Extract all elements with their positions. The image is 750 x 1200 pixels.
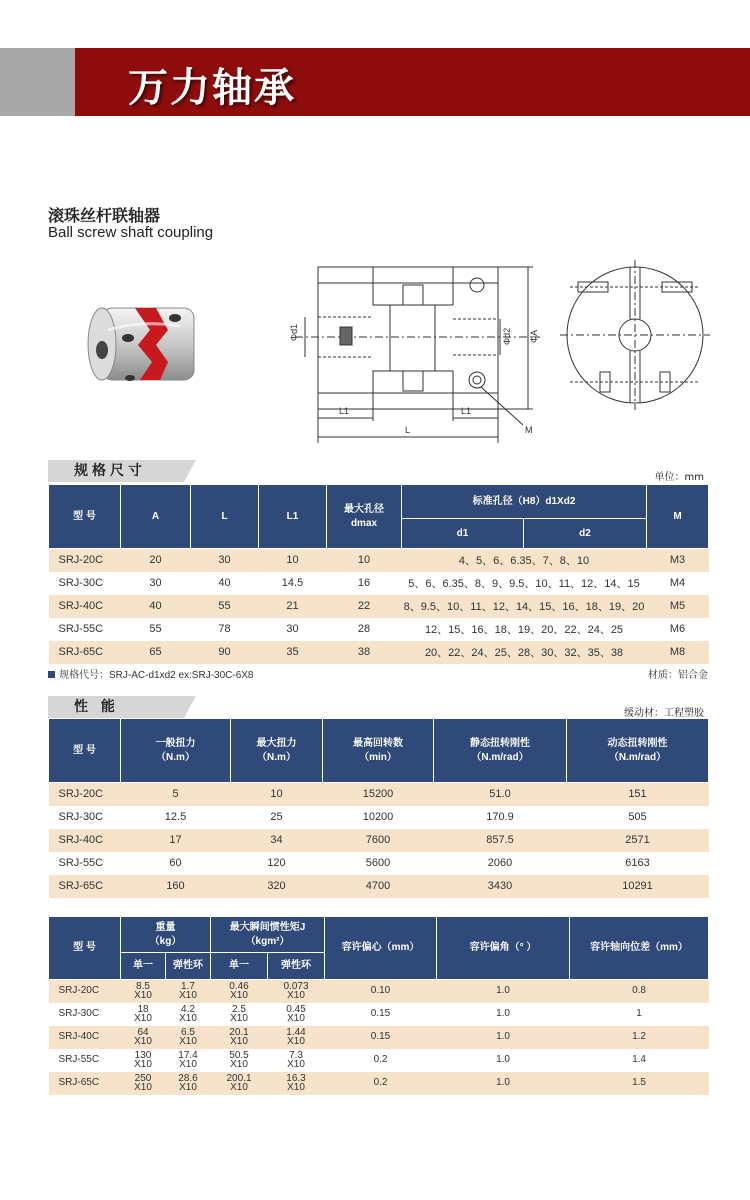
specs-header-bore: 标准孔径（H8）d1Xd2 bbox=[402, 485, 647, 519]
cell-inertia-single bbox=[211, 1072, 268, 1095]
exponent: X10 bbox=[230, 1059, 248, 1070]
cell-model: SRJ-30C bbox=[49, 572, 121, 595]
dynamic-unit: （N.m/rad） bbox=[608, 751, 667, 763]
perf-header-rpm bbox=[323, 719, 434, 783]
cell-inertia-single bbox=[211, 1026, 268, 1049]
cell-max-torque: 34 bbox=[231, 829, 323, 852]
cell-a: 30 bbox=[121, 572, 191, 595]
specs-section-header bbox=[48, 460, 708, 482]
specs-header-l1: L1 bbox=[259, 485, 327, 549]
end-view-drawing bbox=[560, 260, 710, 410]
table-row bbox=[49, 1003, 709, 1026]
performance-section-header bbox=[48, 696, 708, 718]
value: 1.44 bbox=[286, 1027, 306, 1038]
performance-note: 缓动材：工程塑胶 bbox=[624, 708, 704, 719]
value: 20.1 bbox=[229, 1027, 249, 1038]
static-cn: 静态扭转刚性 bbox=[470, 737, 530, 749]
torque-unit: （N.m） bbox=[156, 751, 195, 763]
weight-cn: 重量 bbox=[155, 921, 176, 933]
value: 50.5 bbox=[229, 1050, 249, 1061]
weight-unit: （kg） bbox=[149, 935, 182, 947]
value: 16.3 bbox=[286, 1073, 306, 1084]
exponent: X10 bbox=[230, 1036, 248, 1047]
table-row bbox=[49, 1026, 709, 1049]
cell-l: 90 bbox=[191, 641, 259, 664]
dim-l1-left-label: L1 bbox=[339, 406, 350, 416]
dim-a-label: ΦA bbox=[529, 329, 539, 343]
cell-dynamic: 2571 bbox=[567, 829, 709, 852]
table-row bbox=[49, 595, 709, 618]
cell-model: SRJ-55C bbox=[49, 618, 121, 641]
cell-axial: 1.2 bbox=[570, 1026, 709, 1049]
exponent: X10 bbox=[134, 1082, 152, 1093]
cell-l: 55 bbox=[191, 595, 259, 618]
bullet-square bbox=[48, 671, 55, 678]
footnote-text: 规格代号：SRJ-AC-d1xd2 ex:SRJ-30C-6X8 bbox=[59, 670, 254, 681]
exponent: X10 bbox=[287, 1082, 305, 1093]
value: 0.073 bbox=[283, 981, 309, 993]
cell-max-torque: 120 bbox=[231, 852, 323, 875]
cell-angle: 1.0 bbox=[437, 980, 570, 1003]
cell-m: M5 bbox=[647, 595, 709, 618]
table-row bbox=[49, 618, 709, 641]
value: 200.1 bbox=[226, 1073, 252, 1084]
value: 17.4 bbox=[178, 1050, 198, 1061]
table-row bbox=[49, 572, 709, 595]
wt-header-axial: 容许轴向位差（mm） bbox=[570, 917, 709, 980]
cell-l1: 14.5 bbox=[259, 572, 327, 595]
value: 28.6 bbox=[178, 1073, 198, 1084]
cell-torque: 5 bbox=[121, 783, 231, 806]
cell-weight-elastic bbox=[166, 1049, 211, 1072]
cell-weight-elastic bbox=[166, 1003, 211, 1026]
value: 1.7 bbox=[181, 981, 195, 993]
material-note: 材质：铝合金 bbox=[648, 670, 708, 681]
cell-m: M4 bbox=[647, 572, 709, 595]
cell-m: M6 bbox=[647, 618, 709, 641]
cell-bores: 4、5、6、6.35、7、8、10 bbox=[402, 549, 647, 572]
cell-torque: 160 bbox=[121, 875, 231, 898]
inertia-unit: （kgm²） bbox=[245, 935, 290, 947]
cell-l1: 10 bbox=[259, 549, 327, 572]
value: 18 bbox=[137, 1004, 149, 1015]
value: 6.5 bbox=[181, 1027, 195, 1038]
product-title-cn: 滚珠丝杆联轴器 bbox=[48, 206, 161, 225]
cell-l1: 35 bbox=[259, 641, 327, 664]
cell-axial: 1 bbox=[570, 1003, 709, 1026]
exponent: X10 bbox=[230, 1082, 248, 1093]
cell-l: 30 bbox=[191, 549, 259, 572]
specs-header-d1: d1 bbox=[402, 519, 524, 549]
side-view-drawing bbox=[285, 255, 550, 450]
cell-eccentric: 0.2 bbox=[325, 1049, 437, 1072]
cell-model: SRJ-40C bbox=[49, 829, 121, 852]
cell-weight-elastic bbox=[166, 980, 211, 1003]
wt-header-inertia bbox=[211, 917, 325, 953]
cell-model: SRJ-55C bbox=[49, 1049, 121, 1072]
cell-eccentric: 0.10 bbox=[325, 980, 437, 1003]
cell-max-torque: 10 bbox=[231, 783, 323, 806]
cell-angle: 1.0 bbox=[437, 1072, 570, 1095]
value: 7.3 bbox=[289, 1050, 303, 1061]
dynamic-cn: 动态扭转刚性 bbox=[607, 737, 668, 749]
cell-inertia-elastic bbox=[268, 980, 325, 1003]
exponent: X10 bbox=[230, 990, 248, 1002]
specs-heading: 规格尺寸 bbox=[48, 460, 184, 482]
cell-model: SRJ-40C bbox=[49, 1026, 121, 1049]
exponent: X10 bbox=[179, 1036, 197, 1047]
cell-weight-single bbox=[121, 1049, 166, 1072]
perf-header-max-torque bbox=[231, 719, 323, 783]
cell-l1: 21 bbox=[259, 595, 327, 618]
cell-static: 51.0 bbox=[434, 783, 567, 806]
table-row bbox=[49, 829, 709, 852]
value: 0.46 bbox=[229, 981, 249, 993]
specs-header-dmax bbox=[327, 485, 402, 549]
table-row bbox=[49, 1049, 709, 1072]
coupling-photo bbox=[80, 290, 210, 410]
specs-header-l: L bbox=[191, 485, 259, 549]
cell-axial: 0.8 bbox=[570, 980, 709, 1003]
dmax-cn: 最大孔径 bbox=[344, 503, 384, 515]
brand-title: 万力轴承 bbox=[128, 65, 296, 111]
exponent: X10 bbox=[134, 1059, 152, 1070]
cell-weight-single bbox=[121, 1026, 166, 1049]
cell-torque: 12.5 bbox=[121, 806, 231, 829]
cell-bores: 20、22、24、25、28、30、32、35、38 bbox=[402, 641, 647, 664]
value: 8.5 bbox=[136, 981, 150, 993]
cell-model: SRJ-20C bbox=[49, 980, 121, 1003]
cell-weight-single bbox=[121, 1072, 166, 1095]
cell-model: SRJ-55C bbox=[49, 852, 121, 875]
exponent: X10 bbox=[287, 990, 305, 1002]
perf-header-dynamic bbox=[567, 719, 709, 783]
cell-a: 40 bbox=[121, 595, 191, 618]
value: 4.2 bbox=[181, 1004, 195, 1015]
value: 130 bbox=[134, 1050, 152, 1061]
cell-inertia-single bbox=[211, 980, 268, 1003]
cell-inertia-elastic bbox=[268, 1072, 325, 1095]
cell-axial: 1.5 bbox=[570, 1072, 709, 1095]
cell-dmax: 22 bbox=[327, 595, 402, 618]
exponent: X10 bbox=[134, 1013, 152, 1024]
max-torque-unit: （N.m） bbox=[257, 751, 296, 763]
rpm-unit: （min） bbox=[359, 751, 397, 763]
cell-dynamic: 151 bbox=[567, 783, 709, 806]
cell-static: 170.9 bbox=[434, 806, 567, 829]
cell-weight-single bbox=[121, 980, 166, 1003]
cell-dynamic: 6163 bbox=[567, 852, 709, 875]
performance-table bbox=[48, 718, 709, 898]
dim-m-label: M bbox=[525, 425, 533, 435]
cell-model: SRJ-40C bbox=[49, 595, 121, 618]
exponent: X10 bbox=[287, 1059, 305, 1070]
header-grey-block bbox=[0, 48, 75, 116]
cell-inertia-elastic bbox=[268, 1026, 325, 1049]
table-row bbox=[49, 549, 709, 572]
specs-header-a: A bbox=[121, 485, 191, 549]
perf-header-static bbox=[434, 719, 567, 783]
header-banner bbox=[0, 48, 750, 116]
performance-heading: 性 能 bbox=[48, 696, 184, 718]
cell-rpm: 4700 bbox=[323, 875, 434, 898]
wt-header-eccentric: 容许偏心（mm） bbox=[325, 917, 437, 980]
table-row bbox=[49, 1072, 709, 1095]
cell-rpm: 7600 bbox=[323, 829, 434, 852]
wt-header-weight bbox=[121, 917, 211, 953]
cell-a: 55 bbox=[121, 618, 191, 641]
cell-l: 78 bbox=[191, 618, 259, 641]
cell-static: 3430 bbox=[434, 875, 567, 898]
cell-bores: 12、15、16、18、19、20、22、24、25 bbox=[402, 618, 647, 641]
cell-dmax: 16 bbox=[327, 572, 402, 595]
dim-d2-label: Φd2 bbox=[502, 327, 512, 345]
cell-model: SRJ-30C bbox=[49, 1003, 121, 1026]
exponent: X10 bbox=[230, 1013, 248, 1024]
cell-a: 20 bbox=[121, 549, 191, 572]
perf-header-model: 型 号 bbox=[49, 719, 121, 783]
cell-dynamic: 10291 bbox=[567, 875, 709, 898]
value: 2.5 bbox=[232, 1004, 246, 1015]
cell-torque: 17 bbox=[121, 829, 231, 852]
cell-l1: 30 bbox=[259, 618, 327, 641]
dim-l1-right-label: L1 bbox=[461, 406, 472, 416]
cell-torque: 60 bbox=[121, 852, 231, 875]
value: 64 bbox=[137, 1027, 149, 1038]
cell-dmax: 38 bbox=[327, 641, 402, 664]
cell-max-torque: 25 bbox=[231, 806, 323, 829]
table-row bbox=[49, 980, 709, 1003]
spec-code-footnote bbox=[48, 666, 254, 681]
specs-table bbox=[48, 484, 709, 664]
cell-m: M8 bbox=[647, 641, 709, 664]
dim-d1-label: Φd1 bbox=[289, 323, 299, 341]
cell-angle: 1.0 bbox=[437, 1049, 570, 1072]
exponent: X10 bbox=[179, 990, 197, 1002]
cell-static: 857.5 bbox=[434, 829, 567, 852]
rpm-cn: 最高回转数 bbox=[353, 737, 403, 749]
specs-header-d2: d2 bbox=[524, 519, 647, 549]
static-unit: （N.m/rad） bbox=[471, 751, 529, 763]
table-row bbox=[49, 806, 709, 829]
value: 250 bbox=[134, 1073, 152, 1084]
inertia-cn: 最大瞬间惯性矩J bbox=[229, 921, 306, 933]
cell-rpm: 5600 bbox=[323, 852, 434, 875]
cell-weight-elastic bbox=[166, 1072, 211, 1095]
value: 0.45 bbox=[286, 1004, 306, 1015]
cell-axial: 1.4 bbox=[570, 1049, 709, 1072]
cell-a: 65 bbox=[121, 641, 191, 664]
exponent: X10 bbox=[134, 990, 152, 1002]
cell-rpm: 10200 bbox=[323, 806, 434, 829]
weight-tolerance-table bbox=[48, 916, 709, 1095]
cell-model: SRJ-65C bbox=[49, 641, 121, 664]
cell-inertia-single bbox=[211, 1003, 268, 1026]
specs-unit: 单位：mm bbox=[654, 472, 704, 483]
cell-inertia-elastic bbox=[268, 1049, 325, 1072]
cell-weight-elastic bbox=[166, 1026, 211, 1049]
cell-model: SRJ-65C bbox=[49, 875, 121, 898]
cell-dmax: 10 bbox=[327, 549, 402, 572]
max-torque-cn: 最大扭力 bbox=[256, 737, 297, 749]
cell-bores: 5、6、6.35、8、9、9.5、10、11、12、14、15 bbox=[402, 572, 647, 595]
cell-model: SRJ-20C bbox=[49, 783, 121, 806]
exponent: X10 bbox=[287, 1013, 305, 1024]
cell-dmax: 28 bbox=[327, 618, 402, 641]
cell-weight-single bbox=[121, 1003, 166, 1026]
cell-inertia-elastic bbox=[268, 1003, 325, 1026]
specs-header-model: 型 号 bbox=[49, 485, 121, 549]
exponent: X10 bbox=[134, 1036, 152, 1047]
table-row bbox=[49, 783, 709, 806]
cell-l: 40 bbox=[191, 572, 259, 595]
wt-header-elastic2: 弹性环 bbox=[268, 953, 325, 980]
cell-angle: 1.0 bbox=[437, 1026, 570, 1049]
cell-eccentric: 0.15 bbox=[325, 1003, 437, 1026]
wt-header-single: 单一 bbox=[121, 953, 166, 980]
exponent: X10 bbox=[179, 1013, 197, 1024]
wt-header-elastic: 弹性环 bbox=[166, 953, 211, 980]
cell-m: M3 bbox=[647, 549, 709, 572]
wt-header-single2: 单一 bbox=[211, 953, 268, 980]
cell-model: SRJ-30C bbox=[49, 806, 121, 829]
cell-max-torque: 320 bbox=[231, 875, 323, 898]
cell-model: SRJ-20C bbox=[49, 549, 121, 572]
wt-header-model: 型 号 bbox=[49, 917, 121, 980]
exponent: X10 bbox=[179, 1082, 197, 1093]
cell-angle: 1.0 bbox=[437, 1003, 570, 1026]
perf-header-torque bbox=[121, 719, 231, 783]
torque-cn: 一般扭力 bbox=[155, 737, 196, 749]
cell-bores: 8、9.5、10、11、12、14、15、16、18、19、20 bbox=[402, 595, 647, 618]
exponent: X10 bbox=[287, 1036, 305, 1047]
cell-rpm: 15200 bbox=[323, 783, 434, 806]
cell-model: SRJ-65C bbox=[49, 1072, 121, 1095]
cell-inertia-single bbox=[211, 1049, 268, 1072]
wt-header-angle: 容许偏角（° ） bbox=[437, 917, 570, 980]
cell-eccentric: 0.2 bbox=[325, 1072, 437, 1095]
exponent: X10 bbox=[179, 1059, 197, 1070]
product-title-en: Ball screw shaft coupling bbox=[48, 224, 214, 241]
dmax-en: dmax bbox=[350, 517, 378, 529]
table-row bbox=[49, 641, 709, 664]
table-row bbox=[49, 875, 709, 898]
specs-header-m: M bbox=[647, 485, 709, 549]
dim-l-label: L bbox=[405, 425, 411, 435]
cell-eccentric: 0.15 bbox=[325, 1026, 437, 1049]
cell-static: 2060 bbox=[434, 852, 567, 875]
table-row bbox=[49, 852, 709, 875]
cell-dynamic: 505 bbox=[567, 806, 709, 829]
